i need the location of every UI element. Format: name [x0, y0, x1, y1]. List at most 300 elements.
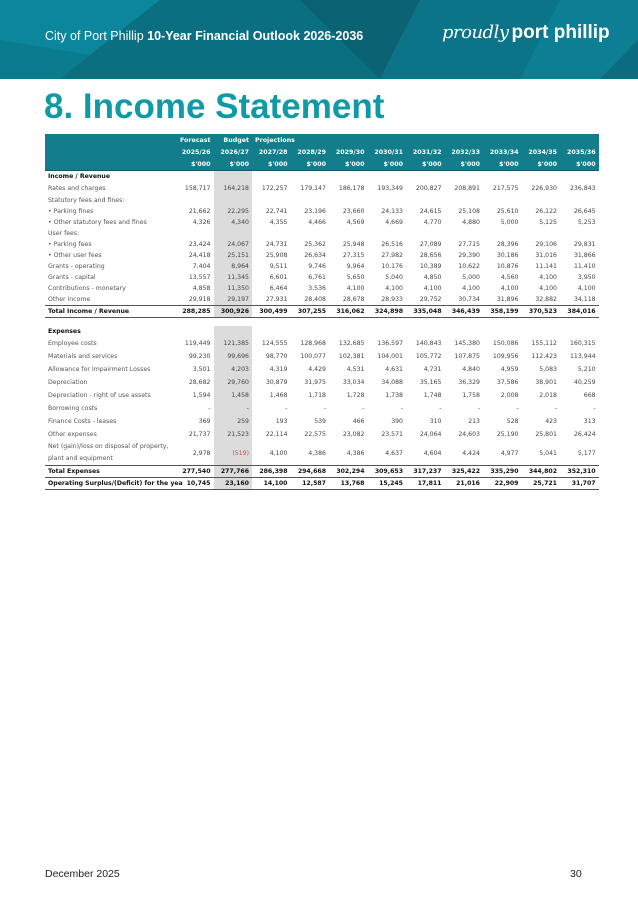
cell-2031-32: 28,656 — [419, 252, 442, 259]
row-label: • Parking fees — [48, 241, 92, 248]
cell-2031-32: 4,850 — [423, 274, 442, 281]
cell-2028-29: 3,536 — [308, 285, 326, 292]
cell-2034-35: 26,122 — [535, 208, 557, 215]
cell-2032-33: 27,715 — [458, 241, 480, 248]
cell-2033-34: 22,909 — [483, 478, 522, 490]
cell-2026-27: 23,160 — [214, 478, 253, 490]
table-row — [45, 182, 599, 195]
cell-2026-27: 99,696 — [214, 350, 253, 363]
cell-2035-36: 160,315 — [570, 340, 596, 347]
cell-2032-33: 1,758 — [462, 392, 480, 399]
cell-2034-35: 2,018 — [539, 392, 557, 399]
cell-2031-32: 24,064 — [419, 431, 442, 438]
cell-2033-34: 5,000 — [500, 219, 519, 226]
cell-2027-28 — [252, 171, 291, 183]
header-year: 2026/27 — [214, 146, 253, 158]
header-year: 2032/33 — [445, 146, 484, 158]
cell-2031-32: 310 — [429, 418, 442, 425]
table-row — [45, 239, 599, 250]
cell-2032-33: 25,108 — [458, 208, 480, 215]
header-year: 2029/30 — [329, 146, 368, 158]
cell-2026-27: 277,766 — [214, 466, 253, 478]
cell-2031-32: 4,731 — [423, 366, 442, 373]
header-year: 2034/35 — [522, 146, 561, 158]
cell-2035-36: 34,118 — [573, 296, 596, 303]
cell-2029-30: 4,386 — [346, 449, 365, 457]
cell-2029-30: - — [362, 405, 365, 412]
cell-2030-31: 4,100 — [385, 285, 403, 292]
cell-2033-34: 4,977 — [500, 449, 519, 457]
table-row — [45, 441, 599, 466]
cell-2034-35: 25,721 — [522, 478, 561, 490]
cell-2035-36: 31,866 — [573, 252, 596, 259]
row-label: Other income — [48, 296, 91, 303]
cell-2025-26: 13,557 — [188, 274, 211, 281]
logo-script-text: proudly — [442, 22, 509, 43]
cell-2025-26: - — [208, 405, 211, 412]
table-row — [45, 376, 599, 389]
row-label: Operating Surplus/(Deficit) for the yea — [45, 478, 175, 490]
cell-2027-28: 4,100 — [269, 449, 288, 457]
cell-2028-29 — [291, 195, 330, 206]
cell-2027-28: 27,931 — [265, 296, 288, 303]
cell-2027-28 — [252, 195, 291, 206]
header-blank — [45, 158, 175, 171]
cell-2032-33: 4,880 — [462, 219, 480, 226]
cell-2034-35: 226,930 — [531, 185, 557, 192]
cell-2030-31: 5,040 — [385, 274, 403, 281]
cell-2029-30: 13,768 — [329, 478, 368, 490]
cell-2030-31: 23,571 — [381, 431, 403, 438]
cell-2028-29: 28,408 — [304, 296, 326, 303]
cell-2029-30: 25,948 — [342, 241, 365, 248]
cell-2035-36 — [560, 228, 599, 239]
cell-2035-36: 352,310 — [560, 466, 599, 478]
cell-2025-26: 21,662 — [188, 208, 211, 215]
cell-2030-31 — [368, 171, 407, 183]
header-unit: $'000 — [522, 158, 561, 171]
row-label: • Parking fines — [48, 208, 94, 215]
cell-2034-35 — [522, 326, 561, 337]
cell-2025-26: 2,978 — [192, 449, 211, 457]
cell-2027-28: 193 — [275, 418, 288, 425]
cell-2029-30: 23,660 — [342, 208, 365, 215]
cell-2025-26: 158,717 — [184, 185, 211, 192]
cell-2028-29: 100,077 — [300, 353, 326, 360]
cell-2030-31: 324,898 — [368, 306, 407, 318]
header-unit: $'000 — [252, 158, 291, 171]
logo-bold-text: port phillip — [511, 22, 610, 43]
cell-2035-36: 4,100 — [577, 285, 596, 292]
cell-2030-31: 28,933 — [381, 296, 403, 303]
cell-2032-33: 29,390 — [458, 252, 480, 259]
row-label: Total Income / Revenue — [45, 306, 175, 318]
cell-2035-36: 11,410 — [573, 263, 596, 270]
spacer-cell — [45, 318, 599, 327]
cell-2032-33 — [445, 228, 484, 239]
table-row — [45, 272, 599, 283]
cell-2028-29 — [291, 326, 330, 337]
cell-2034-35 — [522, 228, 561, 239]
cell-2035-36 — [560, 171, 599, 183]
cell-2030-31: 1,738 — [385, 392, 403, 399]
cell-2035-36: 5,177 — [577, 449, 596, 457]
cell-2034-35: 423 — [545, 418, 557, 425]
cell-2027-28: 124,555 — [261, 340, 288, 347]
cell-2026-27: 29,760 — [214, 376, 253, 389]
cell-2025-26: 288,285 — [175, 306, 214, 318]
cell-2025-26: 29,918 — [188, 296, 211, 303]
cell-2033-34: 30,186 — [496, 252, 519, 259]
cell-2027-28: 6,601 — [269, 274, 288, 281]
footer-date: December 2025 — [45, 868, 120, 880]
cell-2031-32: 4,100 — [423, 285, 442, 292]
cell-2027-28: 4,355 — [269, 219, 288, 226]
table-row — [45, 217, 599, 228]
cell-2025-26: 21,737 — [188, 431, 211, 438]
cell-2026-27: 4,340 — [214, 217, 253, 228]
cell-2025-26: 4,326 — [192, 219, 211, 226]
cell-2028-29: 9,746 — [308, 263, 326, 270]
proudly-port-phillip-logo — [442, 22, 610, 44]
cell-2033-34: 25,190 — [496, 431, 519, 438]
header-year: 2033/34 — [483, 146, 522, 158]
cell-2031-32: 24,615 — [419, 208, 442, 215]
cell-2027-28: 14,100 — [252, 478, 291, 490]
cell-2031-32: 4,770 — [423, 219, 442, 226]
row-label: Contributions - monetary — [48, 285, 126, 292]
cell-2035-36: - — [593, 405, 596, 412]
cell-2031-32: 17,811 — [406, 478, 445, 490]
cell-2029-30: 33,034 — [342, 379, 365, 386]
cell-2026-27: 11,350 — [214, 283, 253, 294]
row-label: Finance Costs - leases — [48, 418, 117, 425]
income-statement-table — [45, 134, 599, 490]
cell-2034-35: 29,106 — [535, 241, 557, 248]
cell-2026-27 — [214, 228, 253, 239]
header-unit: $'000 — [445, 158, 484, 171]
cell-2027-28: 25,908 — [265, 252, 288, 259]
cell-2026-27: 25,151 — [214, 250, 253, 261]
cell-2035-36: 384,016 — [560, 306, 599, 318]
table-row — [45, 337, 599, 350]
cell-2030-31: 193,349 — [377, 185, 403, 192]
row-label: User fees: — [48, 230, 80, 237]
table-row — [45, 402, 599, 415]
cell-2035-36: 31,707 — [560, 478, 599, 490]
cell-2030-31: 4,631 — [385, 366, 403, 373]
cell-2029-30: 132,685 — [338, 340, 365, 347]
cell-2030-31: 309,653 — [368, 466, 407, 478]
header-blank — [45, 134, 175, 146]
cell-2029-30 — [329, 171, 368, 183]
cell-2029-30 — [329, 195, 368, 206]
cell-2034-35 — [522, 171, 561, 183]
cell-2028-29: 539 — [314, 418, 326, 425]
cell-2034-35: 11,141 — [535, 263, 557, 270]
page-number: 30 — [570, 868, 582, 880]
row-label: Income / Revenue — [48, 173, 111, 180]
cell-2027-28: 98,770 — [265, 353, 288, 360]
cell-2027-28: 286,398 — [252, 466, 291, 478]
cell-2032-33: 4,840 — [462, 366, 480, 373]
cell-2026-27: 4,203 — [214, 363, 253, 376]
total-row — [45, 306, 599, 318]
cell-2035-36 — [560, 195, 599, 206]
cell-2031-32: 105,772 — [415, 353, 442, 360]
cell-2029-30: 1,728 — [346, 392, 365, 399]
cell-2026-27 — [214, 326, 253, 337]
cell-2026-27: 8,964 — [214, 261, 253, 272]
cell-2035-36: 26,424 — [573, 431, 596, 438]
cell-2027-28: - — [285, 405, 288, 412]
cell-2028-29: 1,718 — [308, 392, 326, 399]
cell-2032-33 — [445, 195, 484, 206]
header-blank — [45, 146, 175, 158]
cell-2035-36: 5,253 — [577, 219, 596, 226]
header-projections: Projections — [252, 134, 599, 146]
header-year: 2025/26 — [175, 146, 214, 158]
row-label: Employee costs — [48, 340, 97, 347]
cell-2029-30: 4,531 — [346, 366, 365, 373]
cell-2033-34 — [483, 228, 522, 239]
cell-2030-31 — [368, 326, 407, 337]
cell-2032-33: 208,891 — [454, 185, 480, 192]
table-row — [45, 389, 599, 402]
cell-2026-27: 259 — [214, 415, 253, 428]
cell-2034-35: 5,041 — [539, 449, 557, 457]
cell-2033-34: 109,956 — [492, 353, 519, 360]
table-row — [45, 228, 599, 239]
table-row — [45, 261, 599, 272]
table-body — [45, 171, 599, 490]
cell-2025-26: 24,418 — [188, 252, 211, 259]
cell-2035-36: 668 — [583, 392, 596, 399]
cell-2032-33: 346,439 — [445, 306, 484, 318]
cell-2028-29: 31,975 — [304, 379, 326, 386]
cell-2031-32: - — [439, 405, 442, 412]
cell-2034-35: - — [554, 405, 557, 412]
cell-2034-35: 31,016 — [535, 252, 557, 259]
header-unit: $'000 — [368, 158, 407, 171]
cell-2033-34: 10,876 — [496, 263, 519, 270]
cell-2025-26: 4,858 — [192, 285, 211, 292]
cell-2033-34: 4,959 — [500, 366, 519, 373]
cell-2033-34: 4,100 — [500, 285, 519, 292]
cell-2031-32: 335,048 — [406, 306, 445, 318]
cell-2030-31: 34,088 — [381, 379, 403, 386]
cell-2029-30: 102,381 — [338, 353, 365, 360]
cell-2027-28: 6,464 — [269, 285, 288, 292]
cell-2032-33: 5,000 — [462, 274, 480, 281]
header-unit: $'000 — [483, 158, 522, 171]
cell-2027-28: 22,741 — [265, 208, 288, 215]
cell-2031-32 — [406, 171, 445, 183]
cell-2028-29: 25,362 — [304, 241, 326, 248]
cell-2027-28: 300,499 — [252, 306, 291, 318]
cell-2033-34 — [483, 195, 522, 206]
cell-2030-31: 15,245 — [368, 478, 407, 490]
row-label: Expenses — [48, 328, 81, 335]
spacer-row — [45, 318, 599, 327]
cell-2026-27: 21,523 — [214, 428, 253, 441]
page-title: 8. Income Statement — [44, 87, 385, 126]
section-header-row — [45, 326, 599, 337]
cell-2031-32: 4,604 — [423, 449, 442, 457]
cell-2032-33: 325,422 — [445, 466, 484, 478]
cell-2026-27: 1,458 — [214, 389, 253, 402]
cell-2029-30: 28,678 — [342, 296, 365, 303]
cell-2033-34: 31,896 — [496, 296, 519, 303]
cell-2034-35: 112,423 — [531, 353, 557, 360]
cell-2033-34: 2,008 — [500, 392, 519, 399]
cell-2029-30: 4,100 — [346, 285, 365, 292]
cell-2031-32: 27,089 — [419, 241, 442, 248]
cell-2034-35: 5,083 — [539, 366, 557, 373]
cell-2025-26: 369 — [198, 418, 211, 425]
table-row — [45, 195, 599, 206]
cell-2033-34: 150,086 — [492, 340, 519, 347]
cell-2035-36: 113,944 — [570, 353, 596, 360]
cell-2032-33: 145,380 — [454, 340, 480, 347]
cell-2032-33: 24,603 — [458, 431, 480, 438]
cell-2032-33: 4,424 — [462, 449, 480, 457]
cell-2028-29: 128,968 — [300, 340, 326, 347]
cell-2026-27: (519) — [214, 441, 253, 466]
cell-2029-30: 316,062 — [329, 306, 368, 318]
cell-2027-28: 30,879 — [265, 379, 288, 386]
cell-2030-31: 27,982 — [381, 252, 403, 259]
cell-2029-30 — [329, 228, 368, 239]
cell-2026-27: 29,197 — [214, 294, 253, 306]
cell-2027-28: 9,511 — [269, 263, 288, 270]
cell-2030-31 — [368, 195, 407, 206]
cell-2034-35: 4,100 — [539, 285, 557, 292]
cell-2025-26: 7,404 — [192, 263, 211, 270]
row-label: • Other user fees — [48, 252, 102, 259]
cell-2027-28: 172,257 — [261, 185, 288, 192]
header-row-years — [45, 146, 599, 158]
cell-2025-26: 10,745 — [175, 478, 214, 490]
cell-2028-29: 4,429 — [308, 366, 326, 373]
row-label: Rates and charges — [48, 185, 106, 192]
cell-2028-29: 22,575 — [304, 431, 326, 438]
cell-2026-27: 24,067 — [214, 239, 253, 250]
cell-2030-31: - — [400, 405, 403, 412]
cell-2025-26 — [175, 228, 214, 239]
cell-2030-31: 136,597 — [377, 340, 403, 347]
cell-2026-27: 22,295 — [214, 206, 253, 217]
cell-2031-32: 1,748 — [423, 392, 442, 399]
cell-2027-28: 22,114 — [265, 431, 288, 438]
row-label: Grants - operating — [48, 263, 105, 270]
cell-2035-36: 3,950 — [577, 274, 596, 281]
cell-2030-31: 104,001 — [377, 353, 403, 360]
document-title-regular: City of Port Phillip — [45, 29, 144, 43]
document-title — [45, 29, 363, 43]
cell-2025-26: 23,424 — [188, 241, 211, 248]
cell-2025-26 — [175, 171, 214, 183]
cell-2028-29 — [291, 228, 330, 239]
cell-2028-29: 23,196 — [304, 208, 326, 215]
cell-2030-31: 4,637 — [385, 449, 403, 457]
cell-2031-32 — [406, 326, 445, 337]
cell-2032-33: 30,734 — [458, 296, 480, 303]
cell-2032-33 — [445, 171, 484, 183]
cell-2034-35: 25,801 — [535, 431, 557, 438]
table-row — [45, 415, 599, 428]
cell-2029-30: 186,178 — [338, 185, 365, 192]
table-row — [45, 250, 599, 261]
header-year: 2030/31 — [368, 146, 407, 158]
cell-2032-33: 36,329 — [458, 379, 480, 386]
cell-2032-33 — [445, 326, 484, 337]
row-label: Depreciation - right of use assets — [48, 392, 151, 399]
row-label: Net (gain)/loss on disposal of property, plant and equipment — [48, 443, 169, 462]
cell-2030-31: 10,176 — [381, 263, 403, 270]
row-label: Borrowing costs — [48, 405, 98, 412]
cell-2026-27: 11,345 — [214, 272, 253, 283]
cell-2030-31: 26,516 — [381, 241, 403, 248]
cell-2035-36: 313 — [583, 418, 596, 425]
cell-2035-36: 26,645 — [573, 208, 596, 215]
header-row-groups — [45, 134, 599, 146]
cell-2029-30: 27,315 — [342, 252, 365, 259]
header-forecast: Forecast — [175, 134, 214, 146]
cell-2034-35: 4,100 — [539, 274, 557, 281]
cell-2032-33: 10,622 — [458, 263, 480, 270]
cell-2026-27: 300,926 — [214, 306, 253, 318]
cell-2034-35: 32,882 — [535, 296, 557, 303]
cell-2025-26: 3,501 — [192, 366, 211, 373]
cell-2031-32: 10,389 — [419, 263, 442, 270]
cell-2025-26 — [175, 326, 214, 337]
cell-2031-32 — [406, 228, 445, 239]
table-row — [45, 428, 599, 441]
row-label: Grants - capital — [48, 274, 96, 281]
cell-2028-29: 307,255 — [291, 306, 330, 318]
cell-2025-26: 99,230 — [188, 353, 211, 360]
cell-2026-27: - — [214, 402, 253, 415]
cell-2034-35: 38,901 — [535, 379, 557, 386]
document-title-bold: 10-Year Financial Outlook 2026-2036 — [147, 29, 364, 43]
table-row — [45, 283, 599, 294]
cell-2034-35: 5,125 — [539, 219, 557, 226]
cell-2034-35: 155,112 — [531, 340, 557, 347]
cell-2033-34: 25,610 — [496, 208, 519, 215]
cell-2029-30: 466 — [352, 418, 365, 425]
cell-2030-31: 4,669 — [385, 219, 403, 226]
cell-2028-29: 294,668 — [291, 466, 330, 478]
cell-2029-30: 302,294 — [329, 466, 368, 478]
cell-2034-35 — [522, 195, 561, 206]
cell-2027-28 — [252, 228, 291, 239]
cell-2033-34: 358,199 — [483, 306, 522, 318]
cell-2028-29 — [291, 171, 330, 183]
cell-2027-28 — [252, 326, 291, 337]
cell-2032-33: - — [477, 405, 480, 412]
row-label: Statutory fees and fines: — [48, 197, 125, 204]
cell-2033-34 — [483, 326, 522, 337]
cell-2031-32: 29,752 — [419, 296, 442, 303]
table-row — [45, 294, 599, 306]
row-label: Total Expenses — [45, 466, 175, 478]
header-unit: $'000 — [560, 158, 599, 171]
cell-2028-29: - — [323, 405, 326, 412]
cell-2034-35: 344,802 — [522, 466, 561, 478]
cell-2029-30 — [329, 326, 368, 337]
cell-2033-34: - — [516, 405, 519, 412]
